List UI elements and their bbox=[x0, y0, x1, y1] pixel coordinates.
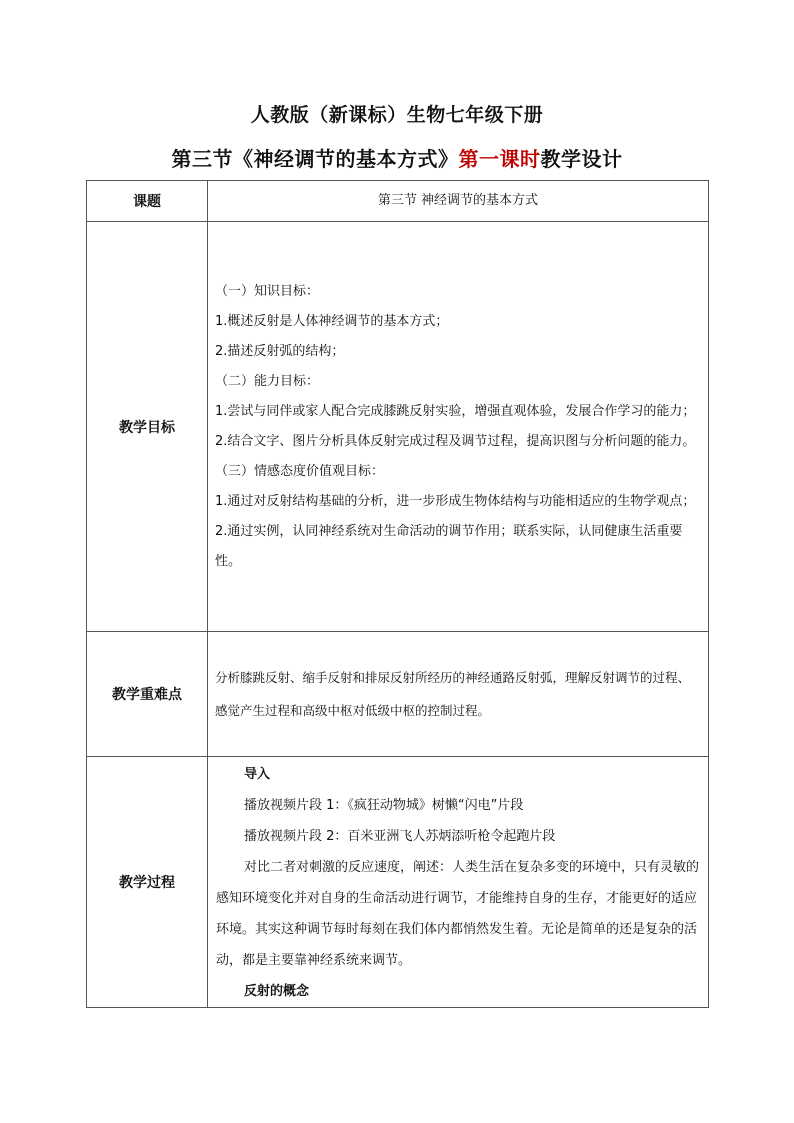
lesson-plan-table bbox=[86, 180, 709, 1008]
goals-line: （三）情感态度价值观目标： bbox=[215, 464, 385, 479]
table-row-goals bbox=[87, 222, 709, 632]
process-cell bbox=[208, 757, 709, 1008]
goals-line: 1.通过对反射结构基础的分析，进一步形成生物体结构与功能相适应的生物学观点； bbox=[215, 494, 696, 509]
page-title-line1: 人教版（新课标）生物七年级下册 bbox=[250, 104, 544, 126]
goals-cell bbox=[208, 222, 709, 632]
process-clip-1: 播放视频片段 1：《疯狂动物城》树懒“闪电”片段 bbox=[244, 798, 524, 813]
process-clip-2: 播放视频片段 2：百米亚洲飞人苏炳添听枪令起跑片段 bbox=[244, 829, 556, 844]
label-key-points: 教学重难点 bbox=[87, 632, 208, 757]
goals-line: 1.尝试与同伴或家人配合完成膝跳反射实验，增强直观体验，发展合作学习的能力； bbox=[215, 404, 696, 419]
process-paragraph: 对比二者对刺激的反应速度，阐述：人类生活在复杂多变的环境中，只有灵敏的感知环境变化并对自身的生命活动进行调节，才能维持自身的生存，才能更好的适应环境。其实这种调节每时每刻在我们体内都悄然发生着。无论是简单的还是复杂的活动，都是主要靠神经系统来调节。 bbox=[216, 860, 700, 968]
label-topic: 课题 bbox=[87, 181, 208, 222]
topic-value: 第三节 神经调节的基本方式 bbox=[208, 181, 709, 222]
process-body bbox=[208, 757, 708, 1007]
goals-line: 2.通过实例，认同神经系统对生命活动的调节作用；联系实际，认同健康生活重要性。 bbox=[215, 524, 683, 569]
page-title-line2 bbox=[0, 143, 794, 172]
title-accent-lesson: 第一课时 bbox=[458, 147, 541, 171]
table-row-topic bbox=[87, 181, 709, 222]
title-main: 第三节《神经调节的基本方式》 bbox=[171, 147, 459, 171]
key-points-text: 分析膝跳反射、缩手反射和排尿反射所经历的神经通路反射弧，理解反射调节的过程、感觉产生过程和高级中枢对低级中枢的控制过程。 bbox=[215, 670, 691, 718]
table-row-key-points bbox=[87, 632, 709, 757]
label-goals: 教学目标 bbox=[87, 222, 208, 632]
table-row-process bbox=[87, 757, 709, 1008]
process-heading-intro: 导入 bbox=[244, 767, 271, 782]
process-heading-concept: 反射的概念 bbox=[244, 984, 310, 999]
goals-line: 2.描述反射弧的结构； bbox=[215, 344, 345, 359]
title-tail: 教学设计 bbox=[540, 147, 623, 171]
goals-list bbox=[208, 276, 708, 577]
goals-line: 2.结合文字、图片分析具体反射完成过程及调节过程，提高识图与分析问题的能力。 bbox=[215, 434, 696, 449]
goals-line: （二）能力目标： bbox=[215, 374, 320, 389]
goals-line: 1.概述反射是人体神经调节的基本方式； bbox=[215, 314, 449, 329]
label-process: 教学过程 bbox=[87, 757, 208, 1008]
key-points-cell bbox=[208, 632, 709, 757]
goals-line: （一）知识目标： bbox=[215, 284, 320, 299]
